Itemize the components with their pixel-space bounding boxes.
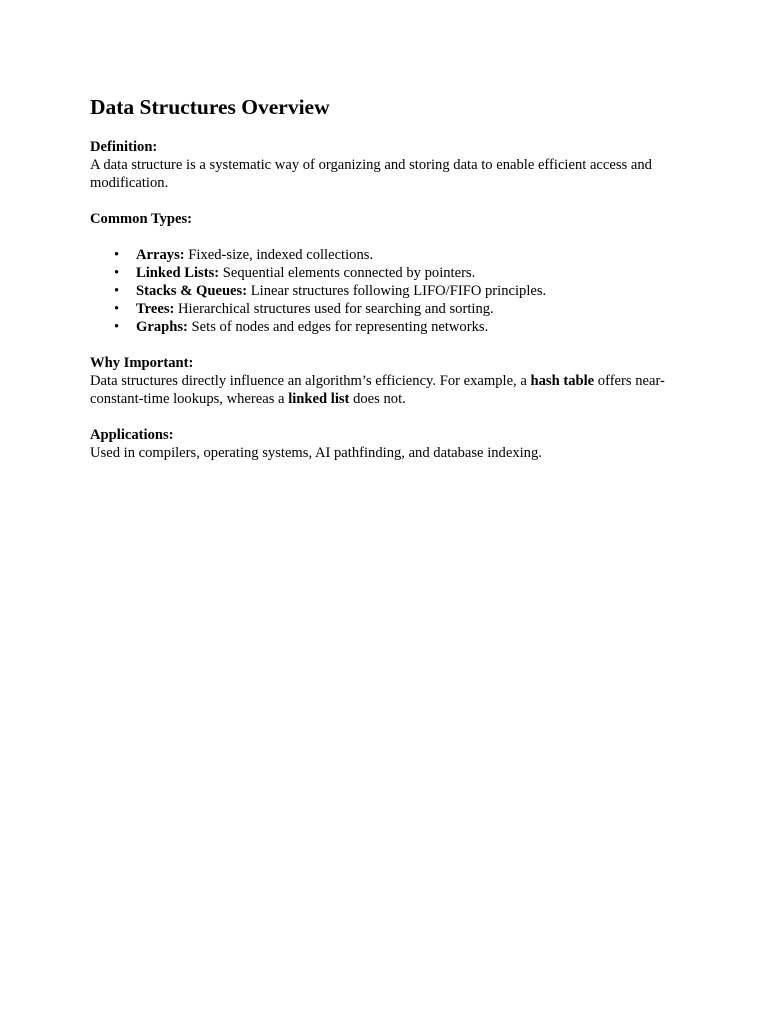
bullet-icon: • [114, 319, 120, 335]
bullet-icon: • [114, 247, 120, 263]
list-item-description: Hierarchical structures used for searching and sorting. [174, 301, 494, 317]
common-types-section [90, 210, 690, 336]
applications-text: Used in compilers, operating systems, AI pathfinding, and database indexing. [90, 445, 542, 461]
bullet-icon: • [114, 283, 120, 299]
common-types-list [90, 246, 690, 336]
why-important-text-part: does not. [349, 391, 406, 407]
bullet-icon: • [114, 301, 120, 317]
list-item-description: Fixed-size, indexed collections. [184, 247, 374, 263]
list-item-description: Sets of nodes and edges for representing networks. [187, 319, 489, 335]
list-item-term: Trees: [136, 301, 175, 317]
common-types-heading: Common Types: [90, 211, 193, 227]
document-title: Data Structures Overview [90, 95, 330, 119]
why-important-text [90, 372, 690, 408]
why-important-section [90, 354, 690, 408]
hash-table-term: hash table [530, 373, 595, 389]
list-item [114, 318, 690, 336]
why-important-text-part: Data structures directly influence an algorithm’s efficiency. For example, a [90, 373, 531, 389]
list-item-term: Graphs: [136, 319, 188, 335]
list-item [114, 300, 690, 318]
list-item [114, 246, 690, 264]
applications-heading: Applications: [90, 427, 174, 443]
list-item-term: Arrays: [136, 247, 185, 263]
definition-section [90, 138, 690, 192]
why-important-heading: Why Important: [90, 355, 194, 371]
list-item [114, 264, 690, 282]
bullet-icon: • [114, 265, 120, 281]
document-page [90, 93, 690, 462]
why-important-text-part: offers near-constant-time lookups, whereas a [90, 373, 665, 407]
list-item [114, 282, 690, 300]
list-item-description: Linear structures following LIFO/FIFO principles. [247, 283, 547, 299]
definition-heading: Definition: [90, 139, 158, 155]
list-item-term: Stacks & Queues: [136, 283, 248, 299]
applications-section [90, 426, 690, 462]
linked-list-term: linked list [288, 391, 350, 407]
list-item-term: Linked Lists: [136, 265, 220, 281]
definition-text: A data structure is a systematic way of organizing and storing data to enable efficient access and modification. [90, 157, 652, 191]
list-item-description: Sequential elements connected by pointers. [219, 265, 476, 281]
